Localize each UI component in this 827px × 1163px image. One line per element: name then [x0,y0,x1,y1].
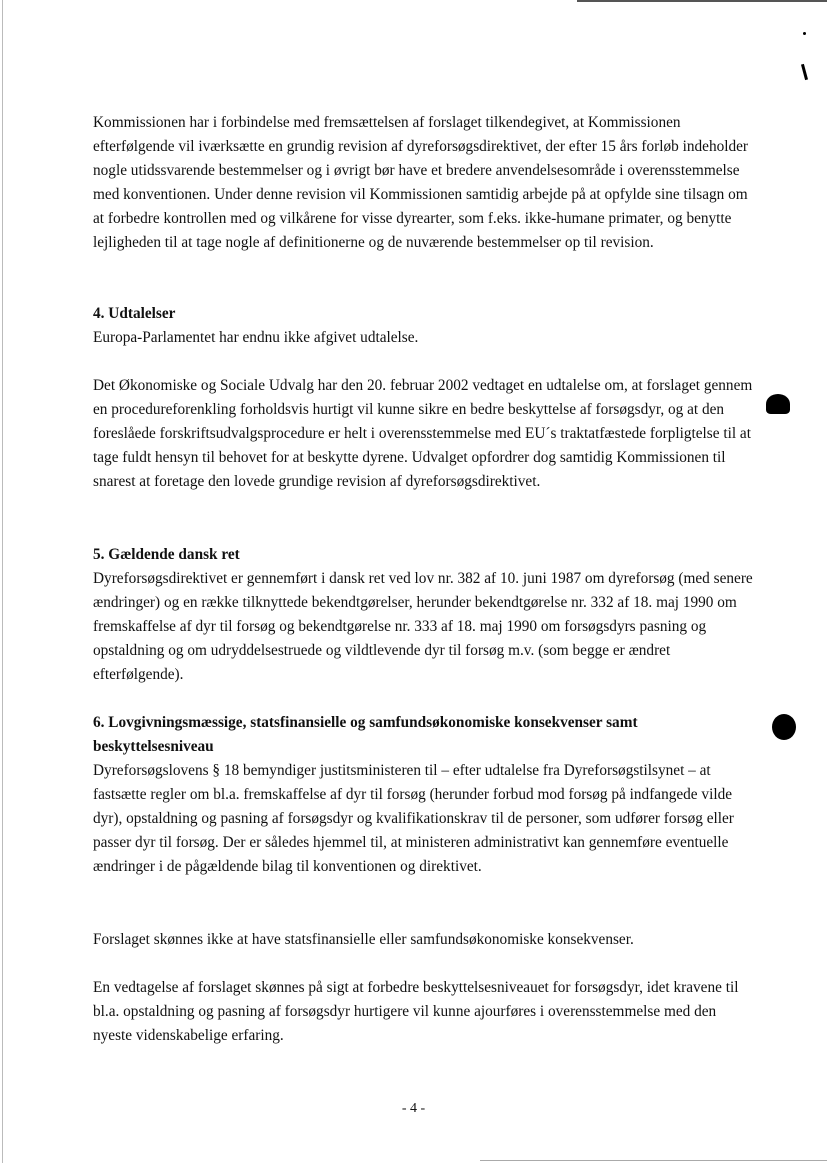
punch-hole-mark [766,394,790,414]
scan-speck [803,32,806,35]
section-5-heading: 5. Gældende dansk ret [93,546,240,563]
section-5-paragraph-1: Dyreforsøgsdirektivet er gennemført i dansk ret ved lov nr. 382 af 10. juni 1987 om dyreforsøg (med senere ændringer) og en række tilknyttede bekendtgørelser, herunder bekendtgørelse nr. 332 af 18. maj 1990 om fremskaffelse af dyr til forsøg og bekendtgørelse nr. 333 af 18. maj 1990 om forsøgsdyrs pasning og opstaldning og om udryddelsestruede og vildtlevende dyr til forsøg m.v. (som begge er ændret efterfølgende). [93,570,753,683]
section-6-paragraph-3: En vedtagelse af forslaget skønnes på sigt at forbedre beskyttelsesniveauet for forsøgsdyr, idet kravene til bl.a. opstaldning og pasning af forsøgsdyr hurtigere vil kunne ajourføres i overensstemmelse med den nyeste videnskabelige erfaring. [93,979,739,1044]
section-4-heading: 4. Udtalelser [93,305,176,322]
punch-hole-dot [772,714,796,740]
scan-edge-left [2,0,3,1163]
section-4-paragraph-1: Europa-Parlamentet har endnu ikke afgivet udtalelse. [93,329,419,346]
scan-edge-bottom [480,1160,827,1161]
section-4-paragraph-2: Det Økonomiske og Sociale Udvalg har den 20. februar 2002 vedtaget en udtalelse om, at forslaget gennem en procedureforenkling forholdsvis hurtigt vil kunne sikre en bedre beskyttelse af forsøgsdyr, og at den foreslåede forskriftsudvalgsprocedure er helt i overensstemmelse med EU´s traktatfæstede forpligtelse til at tage fuldt hensyn til behovet for at beskytte dyrene. Udvalget opfordrer dog samtidig Kommissionen til snarest at foretage den lovede grundige revision af dyreforsøgsdirektivet. [93,377,753,490]
section-6-heading: 6. Lovgivningsmæssige, statsfinansielle og samfundsøkonomiske konsekvenser samt beskyttelsesniveau [93,714,638,755]
section-6-paragraph-2: Forslaget skønnes ikke at have statsfinansielle eller samfundsøkonomiske konsekvenser. [93,931,634,948]
page-number: - 4 - [401,1101,426,1116]
scan-edge-top [577,0,827,2]
intro-paragraph: Kommissionen har i forbindelse med fremsættelsen af forslaget tilkendegivet, at Kommissionen efterfølgende vil iværksætte en grundig revision af dyreforsøgsdirektivet, der efter 15 års forløb indeholder nogle utidssvarende bestemmelser og i øvrigt bør have et bredere anvendelsesområde i overensstemmelse med konventionen. Under denne revision vil Kommissionen samtidig arbejde på at opfylde sine tilsagn om at forbedre kontrollen med og vilkårene for visse dyrearter, som f.eks. ikke-humane primater, og benytte lejligheden til at tage nogle af definitionerne og de nuværende bestemmelser op til revision. [93,114,749,251]
section-6-paragraph-1: Dyreforsøgslovens § 18 bemyndiger justitsministeren til – efter udtalelse fra Dyreforsøgstilsynet – at fastsætte regler om bl.a. fremskaffelse af dyr til forsøg (herunder forbud mod forsøg på indfangede vilde dyr), opstaldning og pasning af forsøgsdyr og kvalifikationskrav til de personer, som udfører forsøg eller passer dyr til forsøg. Der er således hjemmel til, at ministeren administrativt kan gennemføre eventuelle ændringer i de pågældende bilag til konventionen og direktivet. [93,762,734,875]
scan-mark [801,64,808,80]
